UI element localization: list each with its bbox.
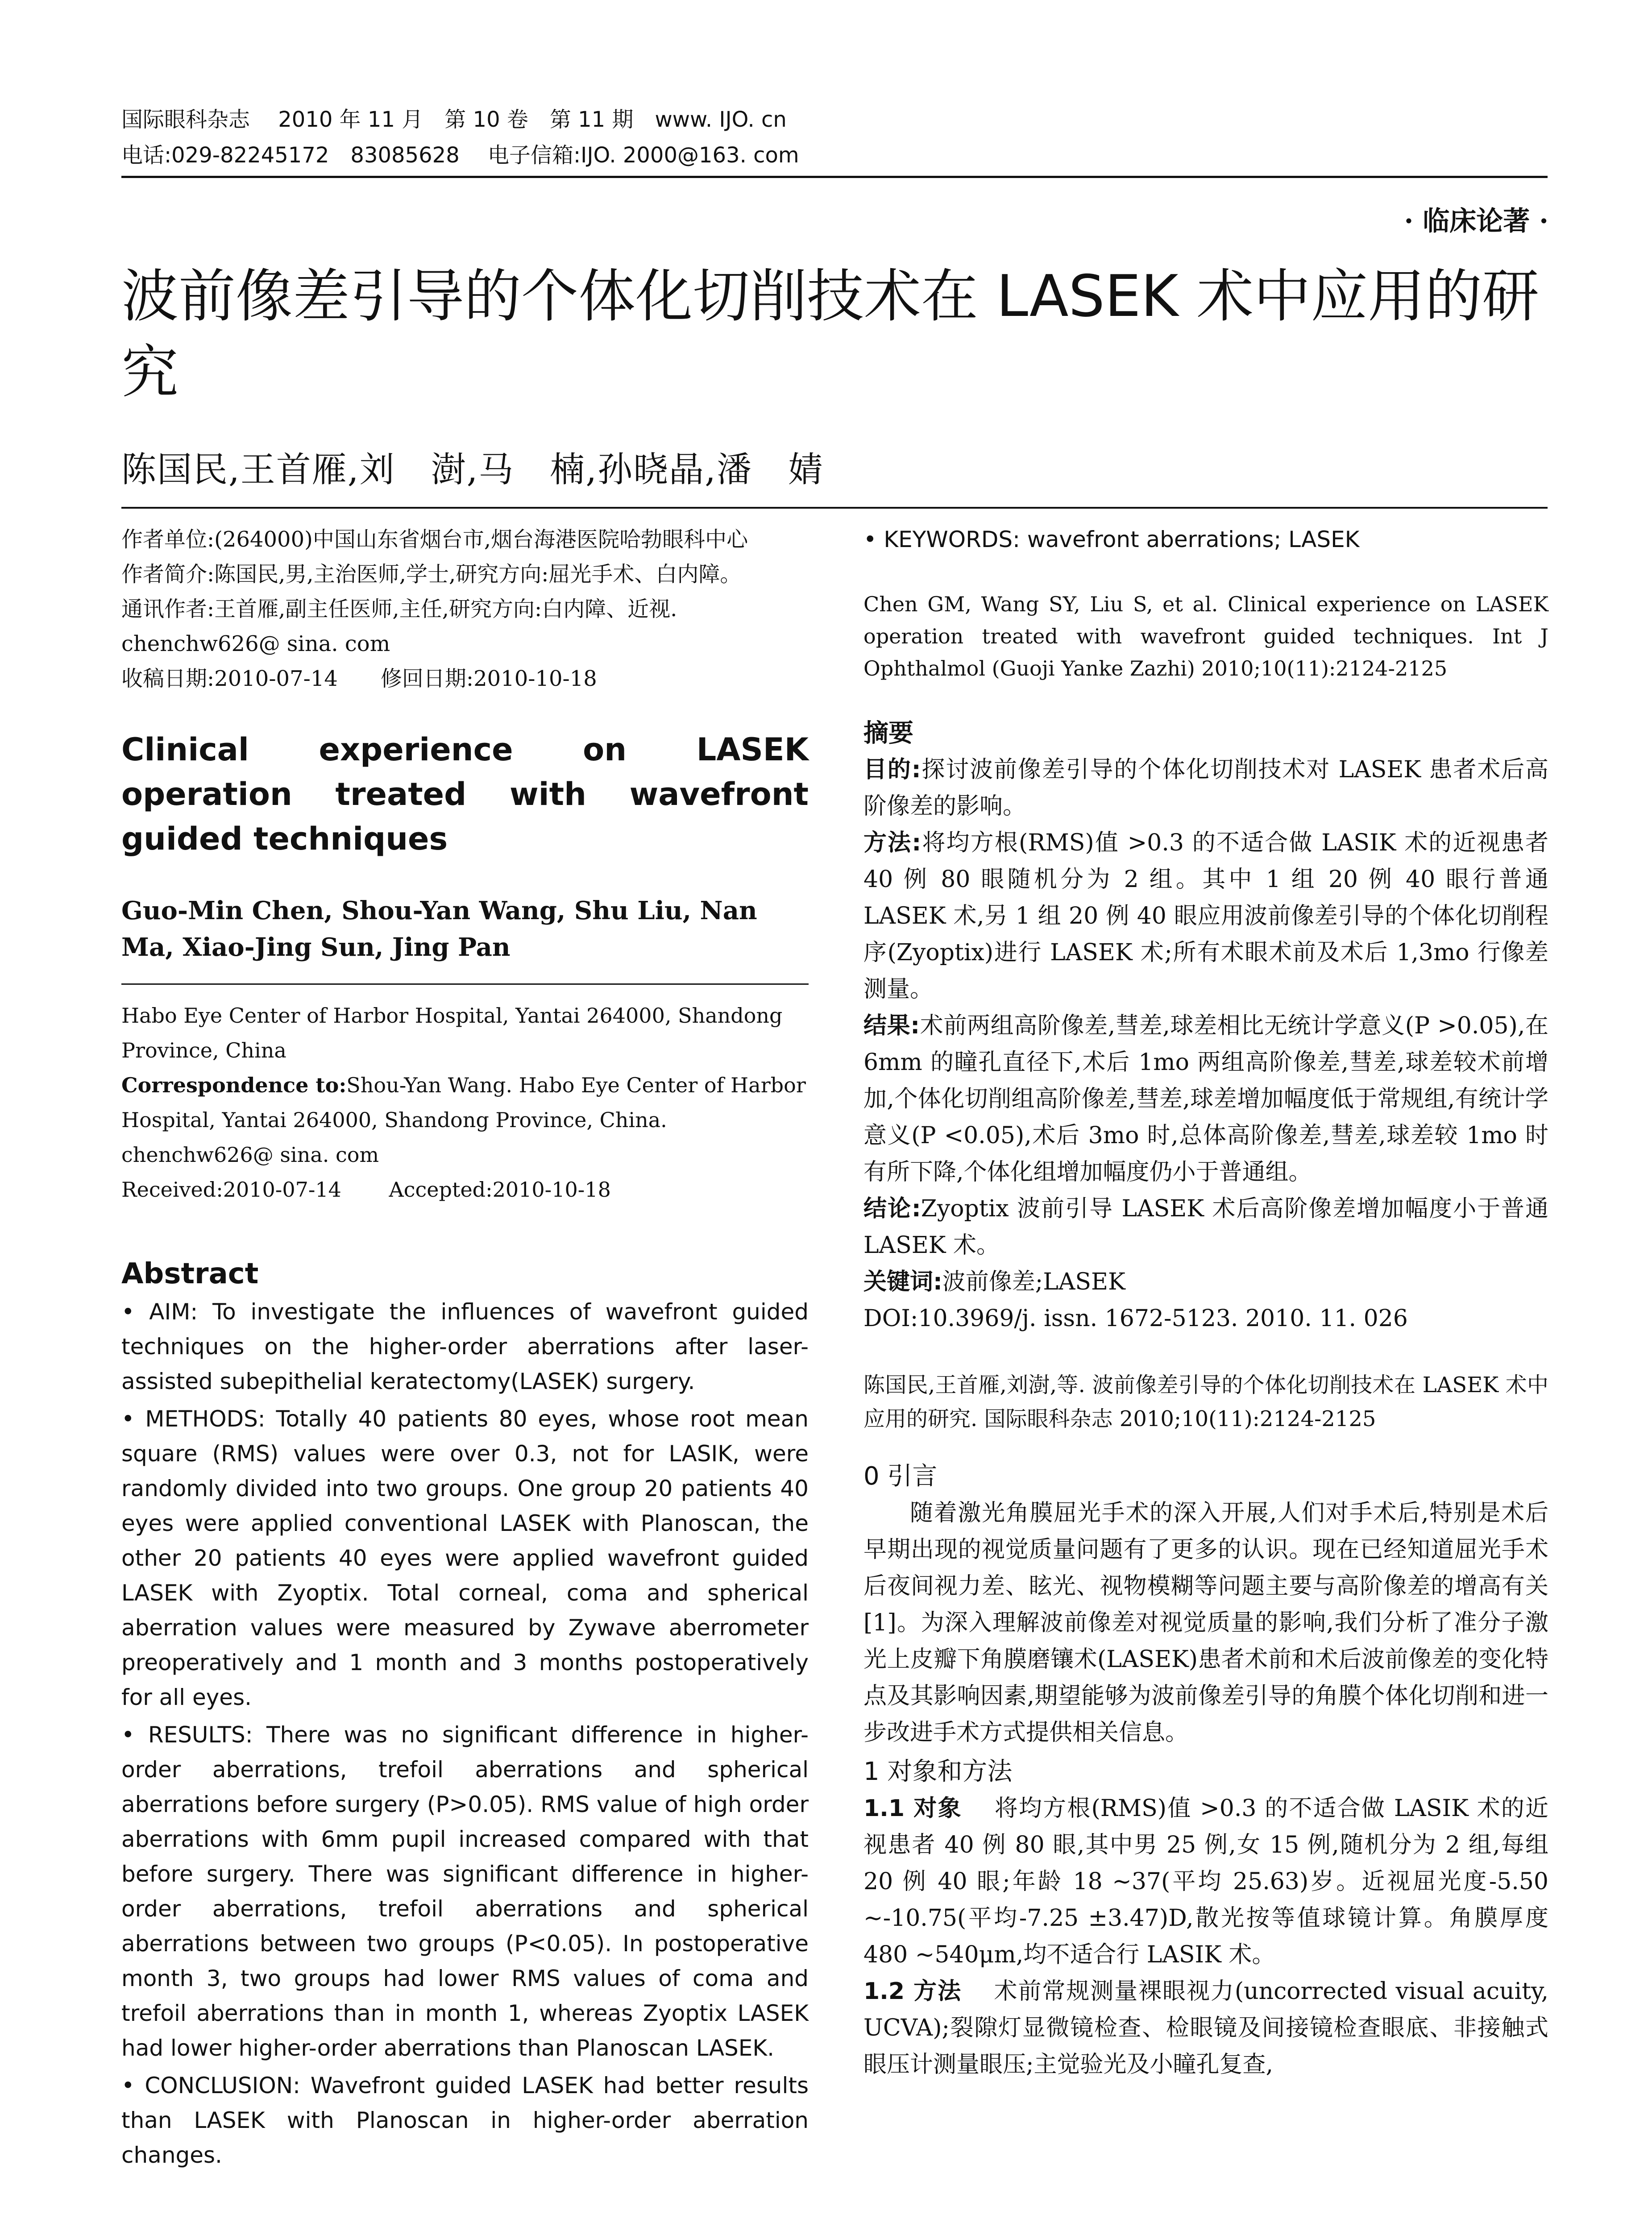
english-correspondence xyxy=(121,1068,809,1172)
citation-en: Chen GM, Wang SY, Liu S, et al. Clinical experience on LASEK operation treated with wavefront guided techniques. Int J Ophthalmol (Guoji Yanke Zazhi) 2010;10(11):2124-2125 xyxy=(863,592,1548,680)
authors-rule xyxy=(121,983,809,985)
journal-contact-line: 电话:029-82245172 83085628 电子信箱:IJO. 2000@163. com xyxy=(121,143,799,168)
intro-body xyxy=(863,1495,1548,1751)
author-bio-cn: 作者简介:陈国民,男,主治医师,学士,研究方向:屈光手术、白内障。 xyxy=(121,562,742,587)
title-rule xyxy=(121,507,1548,509)
keywords-en: • KEYWORDS: wavefront aberrations; LASEK xyxy=(863,527,1360,552)
section-tag: · 临床论著 · xyxy=(1404,206,1548,237)
abstract-cn-keywords: 关键词:波前像差;LASEK xyxy=(863,1269,1125,1295)
methods-subjects: 1.1 对象 将均方根(RMS)值 >0.3 的不适合做 LASIK 术的近视患者 40 例 80 眼,其中男 25 例,女 15 例,随机分为 2 组,每组 20 例 40 眼;年龄 18 ~37(平均 25.63)岁。近视屈光度-5.50 ~-10.75(平均-7.25 ±3.47)D,散光按等值球镜计算。角膜厚度 480 ~540μm,均不适合行 LASIK 术。 xyxy=(863,1795,1549,1968)
article-title: 波前像差引导的个体化切削技术在 LASEK 术中应用的研究 xyxy=(121,263,1540,406)
methods-body xyxy=(863,1790,1548,2083)
dates-cn: 收稿日期:2010-07-14 修回日期:2010-10-18 xyxy=(121,666,597,691)
authors-cn: 陈国民,王首雁,刘 澍,马 楠,孙晓晶,潘 婧 xyxy=(121,450,824,490)
abstract-cn-conclusion: 结论:Zyoptix 波前引导 LASEK 术后高阶像差增加幅度小于普通 LASEK 术。 xyxy=(863,1195,1548,1259)
corresponding-author-cn: 通讯作者:王首雁,副主任医师,主任,研究方向:白内障、近视. chenchw626@ sina. com xyxy=(121,597,677,656)
english-affiliation: Habo Eye Center of Harbor Hospital, Yantai 264000, Shandong Province, China xyxy=(121,1004,783,1062)
abstract-cn xyxy=(863,751,1548,1337)
journal-header xyxy=(121,102,1549,173)
right-column xyxy=(863,522,1548,2083)
english-abstract xyxy=(121,1294,809,2173)
header-rule xyxy=(121,176,1548,178)
correspondence-text: Shou-Yan Wang. Habo Eye Center of Harbor Hospital, Yantai 264000, Shandong Province, China. chenchw626@ sina. com xyxy=(121,1073,806,1167)
citation-cn: 陈国民,王首雁,刘澍,等. 波前像差引导的个体化切削技术在 LASEK 术中应用的研究. 国际眼科杂志 2010;10(11):2124-2125 xyxy=(863,1373,1548,1431)
affiliation-cn: 作者单位:(264000)中国山东省烟台市,烟台海港医院哈勃眼科中心 xyxy=(121,527,748,552)
english-authors: Guo-Min Chen, Shou-Yan Wang, Shu Liu, Nan Ma, Xiao-Jing Sun, Jing Pan xyxy=(121,896,757,962)
abstract-aim: • AIM: To investigate the influences of wavefront guided techniques on the higher-order aberrations after laser-assisted subepithelial keratectomy(LASEK) surgery. xyxy=(121,1299,809,1394)
methods-heading: 1 对象和方法 xyxy=(863,1757,1013,1786)
abstract-cn-heading: 摘要 xyxy=(863,719,913,748)
abstract-cn-methods: 方法:将均方根(RMS)值 >0.3 的不适合做 LASIK 术的近视患者 40 例 80 眼随机分为 2 组。其中 1 组 20 例 40 眼行普通 LASEK 术,另 1 组 20 例 40 眼应用波前像差引导的个体化切削程序(Zyoptix)进行 LASEK 术;所有术眼术前及术后 1,3mo 行像差测量。 xyxy=(863,829,1548,1003)
english-meta xyxy=(121,998,809,1207)
author-meta-cn xyxy=(121,522,809,696)
abstract-methods: • METHODS: Totally 40 patients 80 eyes, whose root mean square (RMS) values were over 0.3, not for LASIK, were randomly divided into two groups. One group 20 patients 40 eyes were applied conventional LASEK with Planoscan, the other 20 patients 40 eyes were applied wavefront guided LASEK with Zyoptix. Total corneal, coma and spherical aberration values were measured by Zywave aberrometer preoperatively and 1 month and 3 months postoperatively for all eyes. xyxy=(121,1406,809,1710)
abstract-cn-aim: 目的:探讨波前像差引导的个体化切削技术对 LASEK 患者术后高阶像差的影响。 xyxy=(863,756,1549,820)
intro-paragraph: 随着激光角膜屈光手术的深入开展,人们对手术后,特别是术后早期出现的视觉质量问题有了更多的认识。现在已经知道屈光手术后夜间视力差、眩光、视物模糊等问题主要与高阶像差的增高有关[1]。为深入理解波前像差对视觉质量的影响,我们分析了准分子激光上皮瓣下角膜磨镶术(LASEK)患者术前和术后波前像差的变化特点及其影响因素,期望能够为波前像差引导的角膜个体化切削和进一步改进手术方式提供相关信息。 xyxy=(863,1500,1548,1746)
english-dates: Received:2010-07-14 Accepted:2010-10-18 xyxy=(121,1178,611,1202)
abstract-cn-doi: DOI:10.3969/j. issn. 1672-5123. 2010. 11. 026 xyxy=(863,1305,1408,1332)
intro-heading: 0 引言 xyxy=(863,1462,938,1491)
abstract-cn-results: 结果:术前两组高阶像差,彗差,球差相比无统计学意义(P >0.05),在 6mm 的瞳孔直径下,术后 1mo 两组高阶像差,彗差,球差较术前增加,个体化切削组高阶像差,彗差,球差增加幅度低于常规组,有统计学意义(P <0.05),术后 3mo 时,总体高阶像差,彗差,球差较 1mo 时有所下降,个体化组增加幅度仍小于普通组。 xyxy=(863,1012,1548,1186)
abstract-results: • RESULTS: There was no significant difference in higher-order aberrations, trefoil aberrations and spherical aberrations before surgery (P>0.05). RMS value of high order aberrations with 6mm pupil increased compared with that before surgery. There was significant difference in higher-order aberrations, trefoil aberrations and spherical aberrations between two groups (P<0.05). In postoperative month 3, two groups had lower RMS values of coma and trefoil aberrations than in month 1, whereas Zyoptix LASEK had lower higher-order aberrations than Planoscan LASEK. xyxy=(121,1722,809,2061)
methods-procedure: 1.2 方法 术前常规测量裸眼视力(uncorrected visual acuity, UCVA);裂隙灯显微镜检查、检眼镜及间接镜检查眼底、非接触式眼压计测量眼压;主觉验光及小瞳孔复查, xyxy=(863,1978,1548,2078)
journal-info-line: 国际眼科杂志 2010 年 11 月 第 10 卷 第 11 期 www. IJO. cn xyxy=(121,107,787,132)
abstract-heading: Abstract xyxy=(121,1257,259,1290)
left-column xyxy=(121,522,809,2173)
english-title: Clinical experience on LASEK operation treated with wavefront guided techniques xyxy=(121,731,809,857)
correspondence-label: Correspondence to: xyxy=(121,1073,347,1097)
abstract-conclusion: • CONCLUSION: Wavefront guided LASEK had better results than LASEK with Planoscan in higher-order aberration changes. xyxy=(121,2073,809,2168)
